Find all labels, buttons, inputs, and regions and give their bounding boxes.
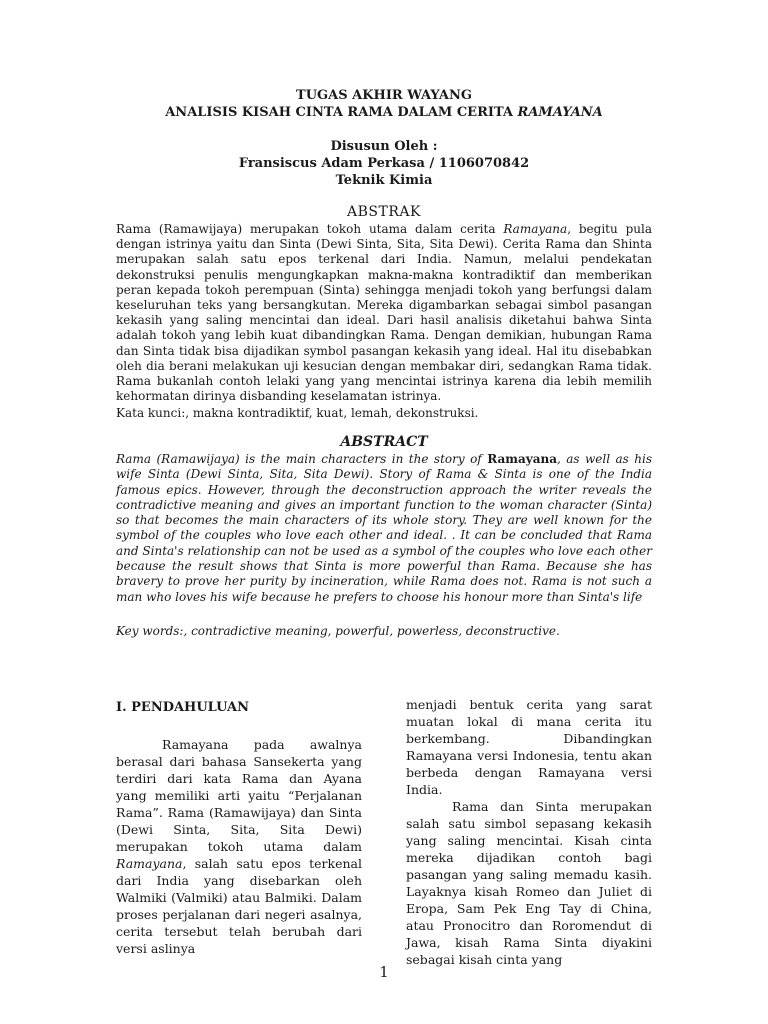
body-left-part2: , salah satu epos terkenal dari India yang disebarkan oleh Walmiki (Valmiki) atau Balmiki. Dalam proses perjalanan dari negeri asalnya, cerita tersebut telah berubah dari versi aslinya [116,856,362,956]
body-paragraph: menjadi bentuk cerita yang sarat muatan lokal di mana cerita itu berkembang. Dibandingkan Ramayana versi Indonesia, tentu akan berbeda dengan Ramayana versi India. [406,697,652,797]
abstract-heading: ABSTRACT [340,434,428,450]
body-column-left [116,699,362,957]
body-left-part1: Ramayana pada awalnya berasal dari bahasa Sansekerta yang terdiri dari kata Rama dan Ayana yang memiliki arti yaitu “Perjalanan Rama”. Rama (Ramawijaya) dan Sinta (Dewi Sinta, Sita, Sita Dewi) merupakan tokoh utama dalam [116,737,362,854]
body-column-right [406,696,652,968]
abstract-text-bold: Ramayana [487,452,557,466]
abstract-text-part1: Rama (Ramawijaya) is the main characters in the story of [116,452,488,466]
abstrak-text [116,222,652,404]
abstrak-heading: ABSTRAK [347,204,421,220]
author-name: Fransiscus Adam Perkasa / 1106070842 [238,156,530,171]
title-line-1: TUGAS AKHIR WAYANG [296,88,472,103]
title-line-2-italic: RAMAYANA [517,105,603,120]
abstract-text-part2: , as well as his wife Sinta (Dewi Sinta, Sita, Sita Dewi). Story of Rama & Sinta is one of the India famous epics. However, through the deconstruction approach the writer reveals the contradictive meaning and gives an important function to the woman character (Sinta) so that becomes the main characters of its whole story. They are well known for the symbol of the couples who love each other and ideal. . It can be concluded that Rama and Sinta's relationship can not be used as a symbol of the couples who love each other because the result shows that Sinta is more powerful than Rama. Because she has bravery to prove her purity by incineration, while Rama does not. Rama is not such a man who loves his wife because he prefers to choose his honour more than Sinta's life [116,452,652,604]
key-words: Key words:, contradictive meaning, powerful, powerless, deconstructive. [116,624,560,638]
body-left-italic: Ramayana [116,856,183,871]
abstrak-text-part2: , begitu pula dengan istrinya yaitu dan Sinta (Dewi Sinta, Sita, Sita Dewi). Cerita Rama dan Shinta merupakan salah satu epos terkenal dari India. Namun, melalui pendekatan dekonstruksi penulis mengungkapkan makna-makna kontradiktif dan memberikan peran kepada tokoh perempuan (Sinta) sehingga menjadi tokoh yang berfungsi dalam keseluruhan teks yang bersangkutan. Mereka digambarkan sebagai simbol pasangan kekasih yang saling mencintai dan ideal. Dari hasil analisis diketahui bahwa Sinta adalah tokoh yang lebih kuat dibandingkan Rama. Dengan demikian, hubungan Rama dan Sinta tidak bisa dijadikan symbol pasangan kekasih yang ideal. Hal itu disebabkan oleh dia berani melakukan uji kesucian dengan membakar diri, sedangkan Rama tidak. Rama bukanlah contoh lelaki yang yang mencintai istrinya karena dia lebih memilih kehormatan dirinya disbanding keselamatan istrinya. [116,222,652,404]
body-paragraph: Rama dan Sinta merupakan salah satu simbol sepasang kekasih yang saling mencintai. Kisah cinta mereka dijadikan contoh bagi pasangan yang saling memadu kasih. Layaknya kisah Romeo dan Juliet di Eropa, Sam Pek Eng Tay di China, atau Pronocitro dan Roromendut di Jawa, kisah Rama Sinta diyakini sebagai kisah cinta yang [406,799,652,967]
author-label: Disusun Oleh : [330,139,438,154]
author-department: Teknik Kimia [335,173,433,188]
title-line-2-text: ANALISIS KISAH CINTA RAMA DALAM CERITA [165,105,518,120]
abstract-text [116,452,652,605]
page-number: 1 [379,963,389,981]
abstrak-text-part1: Rama (Ramawijaya) merupakan tokoh utama dalam cerita [116,222,504,236]
title-line-2 [0,104,768,121]
abstrak-text-italic: Ramayana [503,222,568,236]
kata-kunci: Kata kunci:, makna kontradiktif, kuat, lemah, dekonstruksi. [116,406,479,420]
section-heading: I. PENDAHULUAN [116,700,250,715]
body-paragraph [116,736,362,957]
